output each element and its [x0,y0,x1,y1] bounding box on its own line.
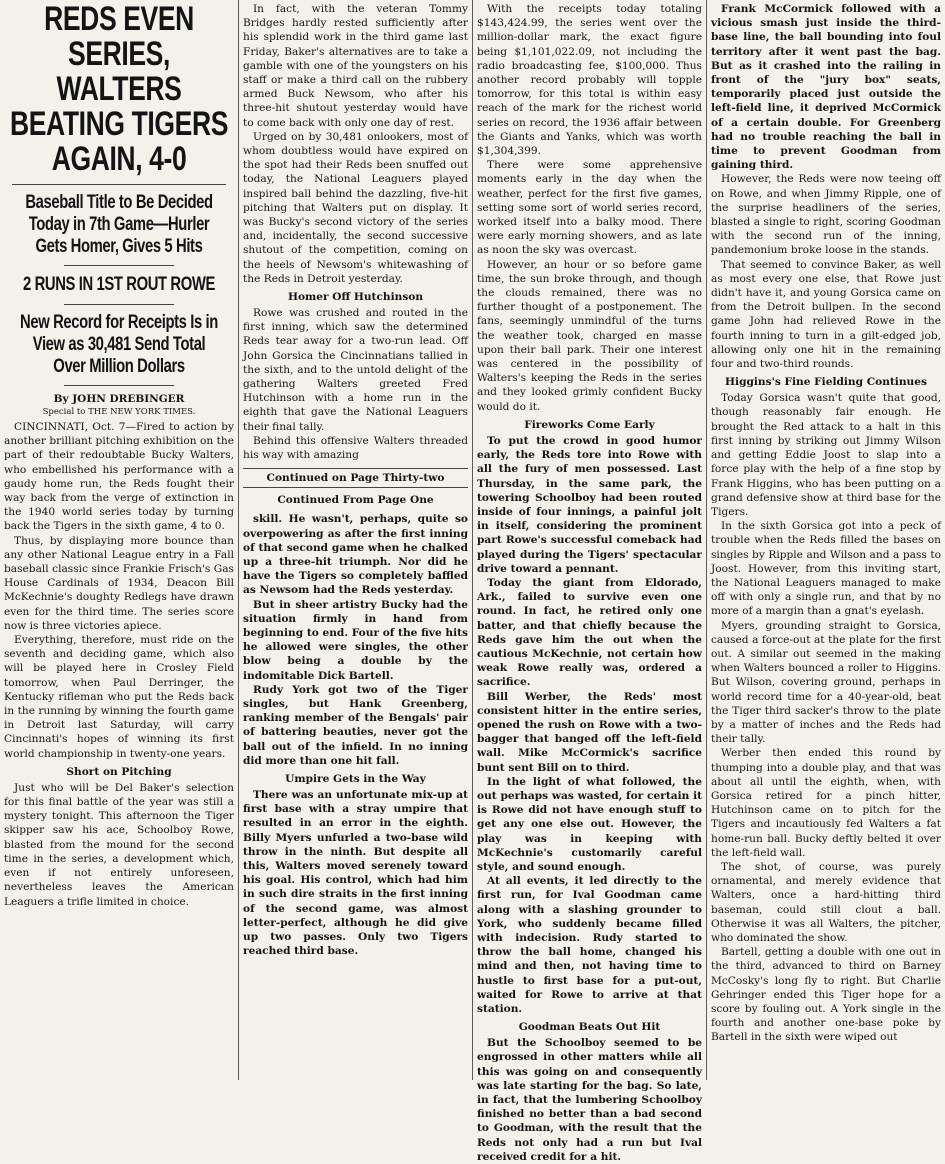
story-paragraph: Behind this offensive Walters threaded his way with amazing [243,434,468,462]
column-2 [239,0,472,1080]
story-paragraph: However, the Reds were now teeing off on Rowe, and when Jimmy Ripple, one of the surprise headliners of the series, blasted a single to right, scoring Goodman with the second run of the inning, pandemonium broke loose in the stands. [711,173,941,257]
continued-block [243,512,468,958]
story-paragraph: In the light of what followed, the out perhaps was wasted, for certain it is Rowe did not have enough stuff to get any one else out. However, the play was in keeping with McKechnie's customarily careful style, and sound enough. [477,775,702,873]
story-paragraph: Bartell, getting a double with one out in the third, advanced to third on Barney McCosky's long fly to right. But Charlie Gehringer ended this Tiger hope for a score by fouling out. A York single in the fourth and another one-base poke by Bartell in the sixth were wiped out [711,946,941,1044]
story-paragraph: Bill Werber, the Reds' most consistent hitter in the entire series, opened the rush on Rowe with a two-bagger that banged off the left-field wall. Mike McCormick's sacrifice bunt sent Bill on to third. [477,690,702,774]
continued-from-jump: Continued From Page One [277,494,434,507]
story-paragraph: But in sheer artistry Bucky had the situation firmly in hand from beginning to end. Four of the five hits he allowed were singles, the other blow being a double by the indomitable Dick Bartell. [243,598,468,682]
story-paragraph: However, an hour or so before game time, the sun broke through, and though the clouds remained, there was no further thought of a postponement. The fans, seemingly unmindful of the turns the weather took, charged en masse upon their ball park. Their one interest was centered in the possibility of Walters's keeping the Reds in the series and they looked grimly confident Bucky would do it. [477,258,702,413]
headline-divider [12,184,226,185]
subhead-short-on-pitching: Short on Pitching [66,765,172,778]
story-paragraph: skill. He wasn't, perhaps, quite so overpowering as after the first inning of that second game when he chalked up a three-hit triumph. Nor did he have the Tigers so completely baffled as Newsom had the Reds yesterday. [243,513,468,597]
story-paragraph: That seemed to convince Baker, as well as most every one else, that Rowe just didn't have it, and young Gorsica came on from the Detroit bullpen. In the second game John had relieved Rowe in the fourth inning to turn in a gilt-edged job, allowing only one hit in the remaining four and two-third rounds. [711,258,941,371]
story-paragraph: Urged on by 30,481 onlookers, most of whom doubtless would have expired on the spot had their Reds been snuffed out today, the National Leaguers played inspired ball behind the dazzling, five-hit pitching that Walters put on display. It was Bucky's second victory of the series and, incidentally, the second successive shutout of the competition, coming on the heels of Newsom's whitewashing of the Reds in Detroit yesterday. [243,130,468,285]
fireworks-block [477,434,702,1164]
column-3 [473,0,706,1163]
deck-headline-1: Baseball Title to Be Decided Today in 7th Game—Hurler Gets Homer, Gives 5 Hits [25,192,213,257]
story-paragraph: Everything, therefore, must ride on the seventh and deciding game, which also will be played here in Crosley Field tomorrow, when Paul Derringer, the Kentucky rifleman who put the Reds back in the running by winning the fourth game in Detroit last Saturday, will carry Cincinnati's hopes of winning its first world championship in twenty-one years. [4,634,234,760]
main-headline: REDS EVEN SERIES, WALTERS BEATING TIGERS AGAIN, 4-0 [9,0,229,178]
story-paragraph: With the receipts today totaling $143,424.99, the series went over the million-dollar mark, the exact figure being $1,101,022.09, not including the radio broadcasting fee, $100,000. Thus another record probably will topple tomorrow, for this total is within easy reach of the mark for the richest world series on record, the 1936 affair between the Giants and Yanks, which was worth $1,304,399. [477,3,702,158]
story-paragraph: In the sixth Gorsica got into a peck of trouble when the Reds filled the bases on singles by Ripple and Wilson and a pass to Joost. However, from this inviting start, the National Leaguers managed to make off with only a single run, and that by no more of a margin than a gnat's eyelash. [711,520,941,618]
story-paragraph: At all events, it led directly to the first run, for Ival Goodman came along with a slashing grounder to York, who suddenly became filled with indecision. Rudy started to throw the ball home, changed his mind and then, not having time to hustle to first base for a put-out, waited for Rowe to arrive at that station. [477,875,702,1016]
story-paragraph: Werber then ended this round by thumping into a double play, and that was about all until the eighth, when, with Gorsica retired for a pinch hitter, Hutchinson came on to pitch for the Tigers and incautiously fed Walters a fat home-run ball. Bucky deftly belted it over the left-field wall. [711,747,941,859]
story-paragraph: Rudy York got two of the Tiger singles, but Hank Greenberg, ranking member of the Bengals' pair of battering beauties, never got the ball out of the infield. In no inning did more than one hit fall. [243,683,468,767]
column-4 [707,0,945,1080]
subhead-umpire-gets-in-the-way: Umpire Gets in the Way [285,772,426,785]
story-paragraph: Myers, grounding straight to Gorsica, caused a force-out at the plate for the first out. A similar out seemed in the making when Walters bounced a roller to Higgins. But Wilson, covering ground, perhaps in world record time for a 40-year-old, beat the Tiger third sacker's throw to the plate by a matter of inches and the Reds had their tally. [711,619,941,746]
deck-divider-2 [64,304,174,305]
column-1 [0,0,238,1080]
story-paragraph: Rowe was crushed and routed in the first inning, which saw the determined Reds tear away for a two-run lead. Off John Gorsica the Cincinnatians tallied in the sixth, and to the untold delight of the gathering Walters greeted Fred Hutchinson with a home run in the eighth that gave the National Leaguers their final tally. [243,307,468,433]
subhead-goodman-beats-out-hit: Goodman Beats Out Hit [518,1021,661,1034]
story-paragraph: The shot, of course, was purely ornamental, and merely evidence that Walters, once a hard-hitting third baseman, could still clout a ball. Otherwise it was all Walters, the pitcher, who dominated the show. [711,860,941,944]
story-paragraph: Today the giant from Eldorado, Ark., failed to survive even one round. In fact, he retired only one batter, and that chiefly because the Reds gave him the out when the cautious McKechnie, not certain how weak Rowe really was, ordered a sacrifice. [477,576,702,689]
story-paragraph: Thus, by displaying more bounce than any other National League entry in a Fall baseball classic since Frankie Frisch's Gas House Cardinals of 1934, Deacon Bill McKechnie's doughty Redlegs have drawn even for the third time. The series score now is three victories apiece. [4,534,234,632]
story-paragraph: In fact, with the veteran Tommy Bridges hardly rested sufficiently after his splendid work in the third game last Friday, Baker's alternatives are to take a gamble with one of the youngsters on his staff or make a third call on the rubbery armed Buck Newsom, who after his three-hit shutout yesterday would have to come back with only one day of rest. [243,3,468,129]
deck-headline-2: 2 RUNS IN 1ST ROUT ROWE [23,274,215,295]
story-paragraph: Just who will be Del Baker's selection for this final battle of the year was still a mystery tonight. This afternoon the Tiger skipper saw his ace, Schoolboy Rowe, blasted from the mound for the second time in the series, a development which, even if not entirely unforeseen, nevertheless leaves the American Leaguers a trifle limited in choice. [4,781,234,908]
story-paragraph: Today Gorsica wasn't quite that good, though reasonably fair enough. He brought the Red attack to a halt in this first inning by striking out Jimmy Wilson and getting Eddie Joost to slap into a force play with the help of a fine stop by Frank Higgins, who has been putting on a grand defensive show at third base for the Tigers. [711,392,941,518]
subhead-fireworks-come-early: Fireworks Come Early [524,418,655,431]
story-paragraph: Frank McCormick followed with a vicious smash just inside the third-base line, the ball bounding into foul territory after it went past the bag. But as it crashed into the railing in front of the "jury box" seats, temporarily placed just outside the left-field line, it deprived McCormick of a certain double. For Greenberg had no trouble reaching the ball in time to prevent Goodman from gaining third. [711,3,941,172]
subhead-homer-off-hutchinson: Homer Off Hutchinson [287,291,424,304]
continued-on-jump: Continued on Page Thirty-two [243,468,468,488]
story-paragraph: CINCINNATI, Oct. 7—Fired to action by another brilliant pitching exhibition on the part of their redoubtable Bucky Walters, who embellished his performance with a gaudy home run, the Reds fought their way back from the verge of extinction in the 1940 world series today by turning back the Tigers in the sixth game, 4 to 0. [4,421,234,533]
deck-headline-3: New Record for Receipts Is in View as 30,481 Send Total Over Million Dollars [20,312,218,377]
deck-divider-3 [64,385,174,386]
subhead-higgins-fine-fielding: Higgins's Fine Fielding Continues [725,376,927,389]
story-paragraph: There were some apprehensive moments early in the day when the weather, perfect for the first five games, setting some sort of world series record, worked itself into a balky mood. There were early morning showers, and as late as noon the sky was overcast. [477,159,702,257]
story-paragraph: But the Schoolboy seemed to be engrossed in other matters while all this was going on and consequently was late starting for the bag. So late, in fact, that the lumbering Schoolboy finished no better than a bad second to Goodman, with the result that the Reds not only had a run but Ival received credit for a hit. [477,1037,702,1163]
special-credit: Special to THE NEW YORK TIMES. [42,407,196,417]
column-4-top-block [711,2,941,172]
deck-divider-1 [64,265,174,266]
story-paragraph: There was an unfortunate mix-up at first base with a stray umpire that resulted in an error in the eighth. Billy Myers unfurled a two-base wild throw in the ninth. But despite all this, Walters moved serenely toward his goal. His control, which had him in such dire straits in the first inning of the second game, was almost letter-perfect, although he did give up two passes. Only two Tigers reached third base. [243,788,468,958]
byline: By JOHN DREBINGER [53,393,185,405]
story-paragraph: To put the crowd in good humor early, the Reds tore into Rowe with all the fury of men possessed. Last Thursday, in the same park, the towering Schoolboy had been routed inside of four innings, a painful jolt in itself, considering the prominent part Rowe's successful comeback had played during the Tigers' spectacular drive toward a pennant. [477,434,702,575]
